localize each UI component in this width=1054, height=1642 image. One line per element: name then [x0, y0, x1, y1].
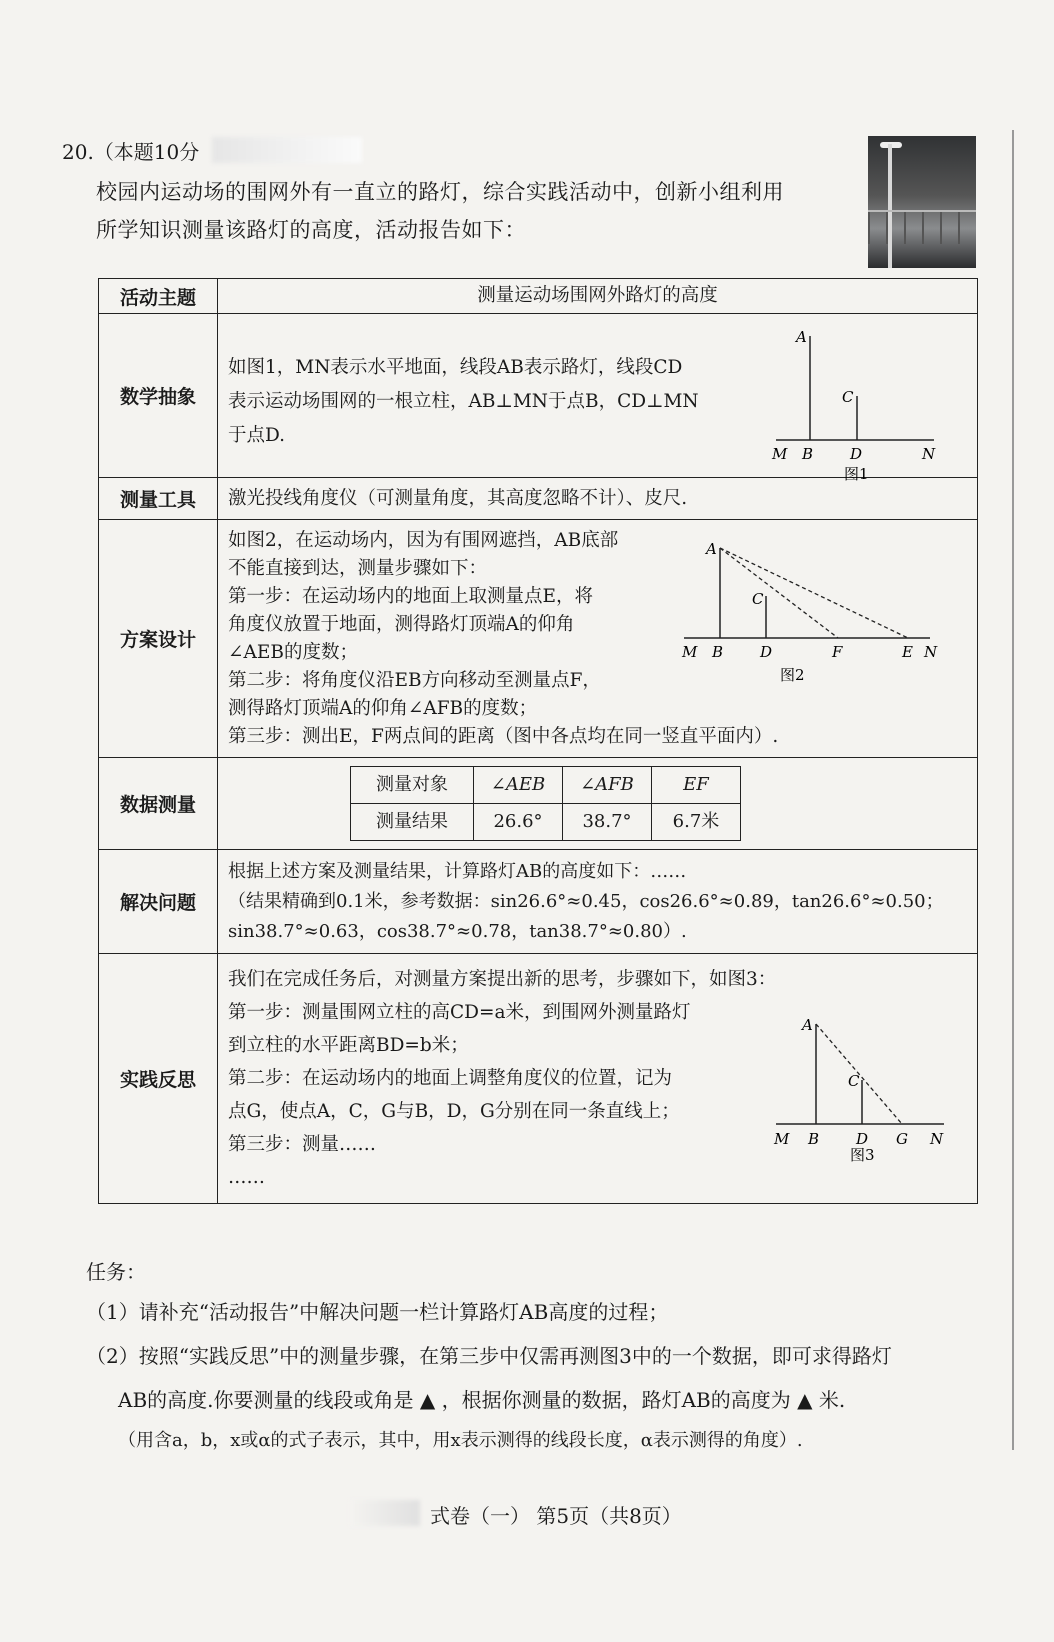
design-line-4: 角度仪放置于地面，测得路灯顶端A的仰角	[228, 613, 575, 635]
fig3-point-D: D	[856, 1130, 869, 1148]
reflect-label: 实践反思	[99, 954, 218, 1204]
reflect-line-3: 到立柱的水平距离BD=b米；	[228, 1035, 469, 1056]
streetlight-photo	[868, 136, 976, 268]
reflect-line-4: 第二步：在运动场内的地面上调整角度仪的位置，记为	[228, 1068, 673, 1089]
design-line-5: ∠AEB的度数；	[228, 641, 358, 663]
solve-line-2: （结果精确到0.1米，参考数据：sin26.6°≈0.45，cos26.6°≈0.89，tan26.6°≈0.50；	[228, 890, 944, 912]
tools-label: 测量工具	[99, 478, 218, 520]
page-edge-line	[1012, 130, 1014, 1450]
design-label: 方案设计	[99, 520, 218, 758]
reflect-cell	[218, 954, 978, 1204]
task-2-line-3: （用含a，b，x或α的式子表示，其中，用x表示测得的线段长度，α表示测得的角度）.	[118, 1430, 803, 1451]
task-2-line-1: （2）按照“实践反思”中的测量步骤，在第三步中仅需再测图3中的一个数据，即可求得路灯	[86, 1344, 892, 1368]
theme-text: 测量运动场围网外路灯的高度	[218, 279, 978, 314]
question-score: （本题10分	[93, 140, 200, 164]
abstraction-line-2: 表示运动场围网的一根立柱，AB⊥MN于点B，CD⊥MN	[228, 390, 699, 412]
measurement-header-aeb: ∠AEB	[474, 767, 563, 804]
fig2-point-N: N	[924, 643, 938, 661]
measurement-header-ef: EF	[652, 767, 741, 804]
lamp-pole	[888, 144, 892, 268]
fig3-caption: 图3	[850, 1146, 875, 1164]
solve-label: 解决问题	[99, 850, 218, 954]
design-line-1: 如图2，在运动场内，因为有围网遮挡，AB底部	[228, 529, 619, 551]
design-line-7: 测得路灯顶端A的仰角∠AFB的度数；	[228, 697, 538, 719]
solve-cell	[218, 850, 978, 954]
measurement-header-object: 测量对象	[351, 767, 474, 804]
design-line-6: 第二步：将角度仪沿EB方向移动至测量点F，	[228, 669, 601, 691]
measurement-table	[350, 766, 741, 841]
fig2-point-E: E	[902, 643, 913, 661]
fig2-caption: 图2	[780, 666, 805, 684]
intro-line-1: 校园内运动场的围网外有一直立的路灯，综合实践活动中，创新小组利用	[96, 180, 784, 204]
fig1-point-M: M	[772, 445, 788, 463]
fig2-point-A: A	[706, 540, 717, 558]
fig2-point-F: F	[832, 643, 843, 661]
figure-3	[766, 1002, 966, 1162]
fence	[868, 210, 976, 244]
fig2-point-M: M	[682, 643, 698, 661]
fig3-point-G: G	[896, 1130, 908, 1148]
measurement-header-row	[351, 767, 741, 804]
question-number: 20.	[62, 140, 94, 164]
abstraction-line-3: 于点D.	[228, 424, 286, 446]
solve-line-1: 根据上述方案及测量结果，计算路灯AB的高度如下：……	[228, 860, 687, 882]
fig1-point-B: B	[802, 445, 814, 463]
reflect-line-7: ……	[228, 1167, 265, 1188]
measurement-result-ef: 6.7米	[652, 804, 741, 841]
fig3-point-N: N	[930, 1130, 944, 1148]
abstraction-cell	[218, 314, 978, 483]
figure-2	[668, 534, 948, 690]
reflect-line-6: 第三步：测量……	[228, 1134, 377, 1155]
design-line-2: 不能直接到达，测量步骤如下：	[228, 557, 488, 579]
reflect-line-5: 点G，使点A，C，G与B，D，G分别在同一条直线上；	[228, 1101, 680, 1122]
fig1-point-C: C	[842, 388, 854, 406]
page-footer: 式卷（一） 第5页（共8页）	[430, 1504, 682, 1528]
measurement-result-row	[351, 804, 741, 841]
intro-line-2: 所学知识测量该路灯的高度，活动报告如下：	[96, 218, 526, 242]
theme-label: 活动主题	[99, 279, 218, 314]
redacted-area	[212, 137, 362, 163]
measurement-header-afb: ∠AFB	[563, 767, 652, 804]
question-header	[62, 136, 199, 165]
solve-line-3: sin38.7°≈0.63，cos38.7°≈0.78，tan38.7°≈0.80）.	[228, 920, 687, 942]
fig1-point-N: N	[922, 445, 936, 463]
tasks-title: 任务：	[86, 1260, 146, 1284]
fig3-point-M: M	[774, 1130, 790, 1148]
fig3-point-B: B	[808, 1130, 820, 1148]
fig1-caption: 图1	[844, 465, 869, 483]
fig3-point-C: C	[848, 1072, 860, 1090]
design-line-3: 第一步：在运动场内的地面上取测量点E，将	[228, 585, 594, 607]
design-cell	[218, 520, 978, 758]
abstraction-line-1: 如图1，MN表示水平地面，线段AB表示路灯，线段CD	[228, 356, 683, 378]
abstraction-label: 数学抽象	[99, 314, 218, 478]
measurement-result-aeb: 26.6°	[474, 804, 563, 841]
fig2-point-B: B	[712, 643, 724, 661]
data-cell	[218, 758, 978, 850]
reflect-line-1: 我们在完成任务后，对测量方案提出新的思考，步骤如下，如图3：	[228, 969, 777, 990]
fig2-point-D: D	[760, 643, 773, 661]
fig2-point-C: C	[752, 590, 764, 608]
measurement-result-label: 测量结果	[351, 804, 474, 841]
design-line-8: 第三步：测出E，F两点间的距离（图中各点均在同一竖直平面内）.	[228, 725, 779, 747]
fig3-point-A: A	[802, 1016, 813, 1034]
fig1-point-D: D	[850, 445, 863, 463]
data-label: 数据测量	[99, 758, 218, 850]
activity-report-table	[98, 278, 978, 1204]
tools-line: 激光投线角度仪（可测量角度，其高度忽略不计）、皮尺.	[228, 487, 688, 509]
measurement-result-afb: 38.7°	[563, 804, 652, 841]
fig1-point-A: A	[796, 328, 807, 346]
footer-redacted-area	[350, 1500, 420, 1526]
figure-1	[766, 316, 966, 483]
tools-text	[218, 478, 978, 520]
reflect-line-2: 第一步：测量围网立柱的高CD=a米，到围网外测量路灯	[228, 1002, 691, 1023]
task-1: （1）请补充“活动报告”中解决问题一栏计算路灯AB高度的过程；	[86, 1300, 669, 1324]
task-2-line-2: AB的高度.你要测量的线段或角是 ▲ ，根据你测量的数据，路灯AB的高度为 ▲ 米.	[118, 1388, 846, 1412]
